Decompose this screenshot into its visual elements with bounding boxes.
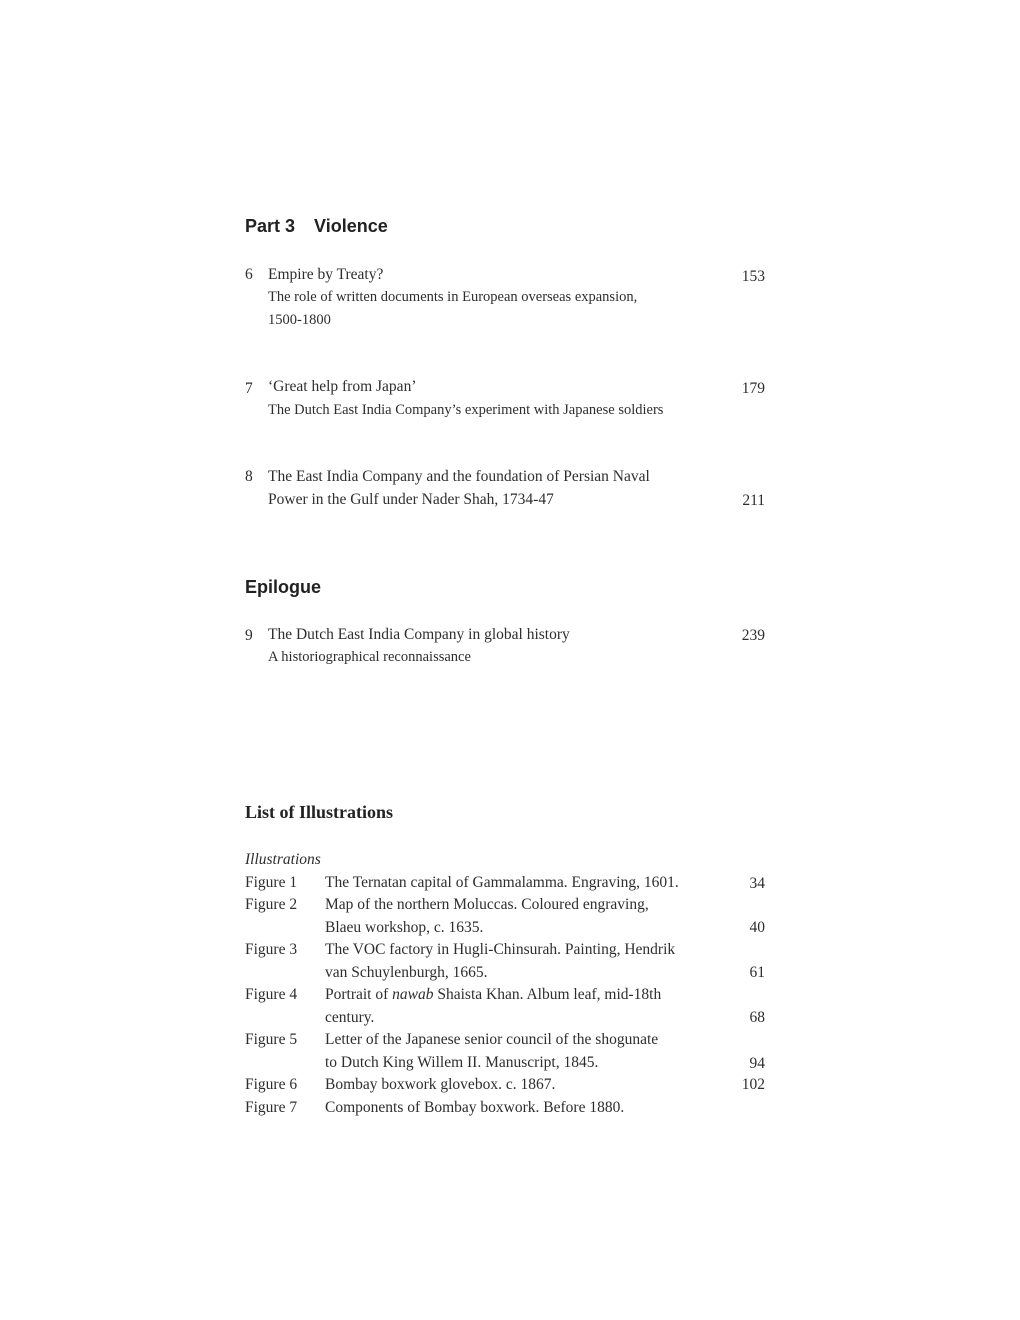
page-number: 153 xyxy=(741,268,765,285)
figure-caption: century. xyxy=(325,1009,375,1026)
chapter-subtitle: The Dutch East India Company’s experiment with Japanese soldiers xyxy=(268,402,664,418)
chapter-number: 8 xyxy=(245,468,253,485)
epilogue-heading: Epilogue xyxy=(245,577,321,597)
chapter-subtitle: The role of written documents in European overseas expansion, xyxy=(268,289,638,305)
part-heading xyxy=(245,216,388,237)
figure-caption: van Schuylenburgh, 1665. xyxy=(325,964,488,981)
illustrations-heading: List of Illustrations xyxy=(245,802,394,822)
figure-label: Figure 6 xyxy=(245,1076,298,1093)
page-number: 211 xyxy=(742,492,765,509)
figure-caption: The VOC factory in Hugli-Chinsurah. Painting, Hendrik xyxy=(325,941,676,958)
chapter-title: The East India Company and the foundation of Persian Naval xyxy=(268,468,650,485)
page-number: 239 xyxy=(741,627,765,644)
page-number: 94 xyxy=(749,1055,765,1072)
figure-caption: Letter of the Japanese senior council of the shogunate xyxy=(325,1031,659,1048)
illustrations-subheading: Illustrations xyxy=(245,851,321,868)
chapter-subtitle: A historiographical reconnaissance xyxy=(268,649,471,665)
caption-text: Shaista Khan. Album leaf, mid-18th xyxy=(433,986,662,1003)
figure-label: Figure 5 xyxy=(245,1031,298,1048)
figure-caption: Blaeu workshop, c. 1635. xyxy=(325,919,484,936)
figure-label: Figure 3 xyxy=(245,941,298,958)
figure-caption: Bombay boxwork glovebox. c. 1867. xyxy=(325,1076,556,1093)
part-title: Violence xyxy=(314,216,388,236)
figure-label: Figure 2 xyxy=(245,896,298,913)
page-number: 68 xyxy=(749,1009,765,1026)
figure-caption: The Ternatan capital of Gammalamma. Engraving, 1601. xyxy=(325,874,679,891)
chapter-number: 9 xyxy=(245,627,253,644)
page-number: 40 xyxy=(749,919,765,936)
figure-caption: Components of Bombay boxwork. Before 1880. xyxy=(325,1099,625,1116)
figure-label: Figure 7 xyxy=(245,1099,298,1116)
chapter-number: 7 xyxy=(245,380,253,397)
page-number: 179 xyxy=(741,380,765,397)
figure-caption xyxy=(325,983,661,1006)
chapter-title: Power in the Gulf under Nader Shah, 1734-47 xyxy=(268,491,554,508)
page-number: 102 xyxy=(741,1076,765,1093)
chapter-title: Empire by Treaty? xyxy=(268,266,384,283)
caption-italic-term: nawab xyxy=(392,986,434,1003)
part-label: Part 3 xyxy=(245,216,296,236)
figure-label: Figure 1 xyxy=(245,874,298,891)
caption-text: Portrait of xyxy=(325,986,393,1003)
chapter-subtitle: 1500-1800 xyxy=(268,312,331,328)
figure-label: Figure 4 xyxy=(245,986,298,1003)
figure-caption: Map of the northern Moluccas. Coloured engraving, xyxy=(325,896,649,913)
chapter-title: The Dutch East India Company in global history xyxy=(268,626,570,643)
figure-caption: to Dutch King Willem II. Manuscript, 1845. xyxy=(325,1054,599,1071)
chapter-number: 6 xyxy=(245,266,253,283)
page-number: 61 xyxy=(749,964,765,981)
chapter-title: ‘Great help from Japan’ xyxy=(268,378,417,395)
page-number: 34 xyxy=(749,875,765,892)
